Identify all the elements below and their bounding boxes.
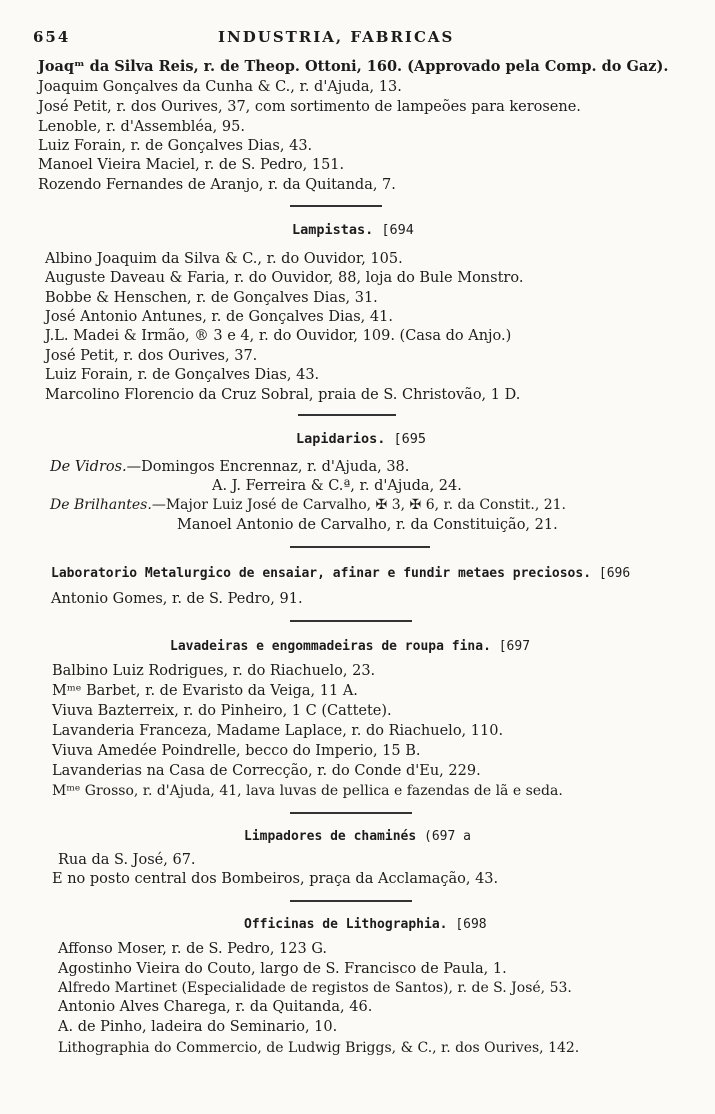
- list-item: Luiz Forain, r. de Gonçalves Dias, 43.: [38, 138, 313, 154]
- list-item: Manoel Antonio de Carvalho, r. da Constituição, 21.: [177, 517, 558, 533]
- list-item: Balbino Luiz Rodrigues, r. do Riachuelo, 23.: [52, 663, 376, 679]
- section-title: Lapidarios.: [296, 431, 386, 447]
- section-divider: [298, 414, 396, 416]
- subsection-label: De Vidros.: [50, 459, 127, 475]
- page-number: 654: [33, 28, 71, 46]
- list-item: Bobbe & Henschen, r. de Gonçalves Dias, 31.: [45, 290, 378, 306]
- list-item: A. J. Ferreira & C.ª, r. d'Ajuda, 24.: [212, 478, 462, 494]
- section-title: Limpadores de chaminés: [244, 829, 417, 844]
- list-item: Joaqᵐ da Silva Reis, r. de Theop. Ottoni, 160. (Approvado pela Comp. do Gaz).: [38, 58, 669, 75]
- list-item: A. de Pinho, ladeira do Seminario, 10.: [58, 1019, 338, 1035]
- list-item: Marcolino Florencio da Cruz Sobral, praia de S. Christovão, 1 D.: [45, 387, 521, 403]
- section-heading-lampistas: [292, 221, 414, 239]
- list-item: Joaquim Gonçalves da Cunha & C., r. d'Ajuda, 13.: [38, 79, 402, 95]
- list-item: Lavanderia Franceza, Madame Laplace, r. do Riachuelo, 110.: [52, 723, 504, 739]
- list-item: Mᵐᵉ Grosso, r. d'Ajuda, 41, lava luvas de pellica e fazendas de lã e seda.: [52, 783, 563, 799]
- section-title: Laboratorio Metalurgico de ensaiar, afinar e fundir metaes preciosos.: [51, 566, 592, 581]
- section-divider: [290, 900, 412, 902]
- section-title: Lampistas.: [292, 222, 374, 238]
- list-item: Lithographia do Commercio, de Ludwig Briggs, & C., r. dos Ourives, 142.: [58, 1040, 580, 1056]
- list-item: Antonio Gomes, r. de S. Pedro, 91.: [51, 591, 303, 607]
- section-divider: [290, 812, 412, 814]
- list-item: José Petit, r. dos Ourives, 37.: [45, 348, 258, 364]
- section-heading-limpadores: [244, 828, 471, 846]
- list-item: Viuva Amedée Poindrelle, becco do Imperio, 15 B.: [52, 743, 421, 759]
- section-ref: [698: [455, 917, 487, 932]
- list-item: José Petit, r. dos Ourives, 37, com sortimento de lampeões para kerosene.: [38, 99, 581, 115]
- list-item: Rua da S. José, 67.: [58, 852, 196, 868]
- list-item: Alfredo Martinet (Especialidade de registos de Santos), r. de S. José, 53.: [58, 980, 572, 996]
- section-divider: [290, 205, 382, 207]
- list-item: Antonio Alves Charega, r. da Quitanda, 46.: [58, 999, 373, 1015]
- section-divider: [290, 620, 412, 622]
- entry-text: —Major Luiz José de Carvalho, ✠ 3, ✠ 6, r. da Constit., 21.: [151, 497, 567, 513]
- list-item: J.L. Madei & Irmão, ® 3 e 4, r. do Ouvidor, 109. (Casa do Anjo.): [45, 328, 512, 344]
- list-item: Lenoble, r. d'Assembléa, 95.: [38, 119, 245, 135]
- list-item: Rozendo Fernandes de Aranjo, r. da Quitanda, 7.: [38, 177, 396, 193]
- list-item: [50, 458, 409, 476]
- list-item: [50, 496, 566, 514]
- section-heading-lavadeiras: [170, 638, 530, 656]
- section-ref: (697 a: [424, 829, 471, 844]
- list-item: E no posto central dos Bombeiros, praça da Acclamação, 43.: [52, 871, 499, 887]
- list-item: Albino Joaquim da Silva & C., r. do Ouvidor, 105.: [45, 251, 403, 267]
- list-item: Viuva Bazterreix, r. do Pinheiro, 1 C (Cattete).: [52, 703, 392, 719]
- section-ref: [697: [498, 639, 531, 654]
- running-header: INDUSTRIA, FABRICAS: [218, 28, 455, 46]
- entry-text: —Domingos Encrennaz, r. d'Ajuda, 38.: [126, 459, 410, 475]
- list-item: Lavanderias na Casa de Correcção, r. do Conde d'Eu, 229.: [52, 763, 481, 779]
- section-ref: [696: [598, 566, 631, 581]
- section-heading-lithographia: [244, 916, 487, 934]
- section-divider: [290, 546, 430, 548]
- section-ref: [695: [393, 431, 427, 447]
- list-item: Luiz Forain, r. de Gonçalves Dias, 43.: [45, 367, 320, 383]
- list-item: Mᵐᵉ Barbet, r. de Evaristo da Veiga, 11 A.: [52, 683, 358, 699]
- section-ref: [694: [381, 222, 414, 238]
- list-item: Manoel Vieira Maciel, r. de S. Pedro, 151.: [38, 157, 345, 173]
- section-heading-lapidarios: [296, 430, 426, 448]
- list-item: José Antonio Antunes, r. de Gonçalves Dias, 41.: [45, 309, 393, 325]
- section-title: Officinas de Lithographia.: [244, 917, 448, 932]
- section-title: Lavadeiras e engommadeiras de roupa fina.: [170, 639, 491, 654]
- subsection-label: De Brilhantes.: [50, 497, 152, 513]
- list-item: Auguste Daveau & Faria, r. do Ouvidor, 88, loja do Bule Monstro.: [45, 270, 524, 286]
- list-item: Agostinho Vieira do Couto, largo de S. Francisco de Paula, 1.: [58, 961, 507, 977]
- list-item: Affonso Moser, r. de S. Pedro, 123 G.: [58, 941, 327, 957]
- section-heading-laboratorio: [51, 565, 630, 583]
